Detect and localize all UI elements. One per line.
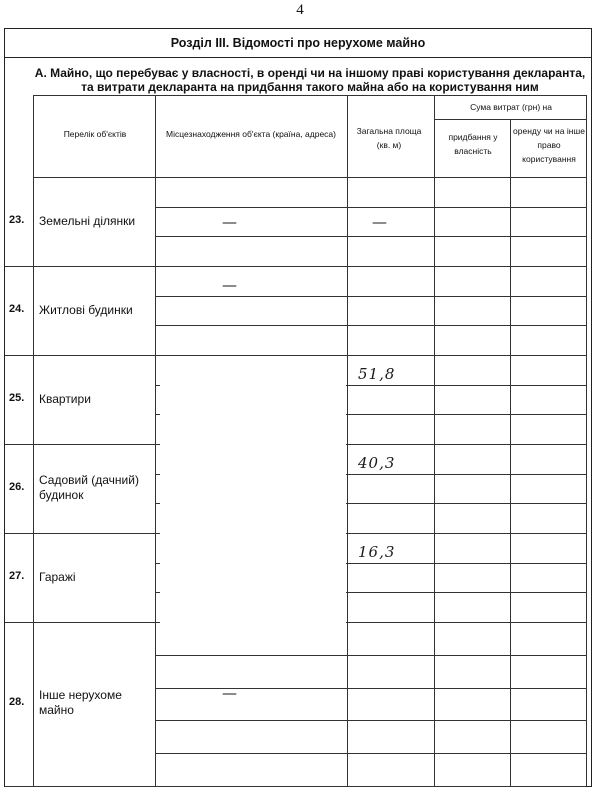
redacted-address-block (160, 358, 346, 638)
area-value: 51,8 (358, 365, 396, 383)
column-rule (347, 95, 348, 786)
subrow-rule (155, 325, 586, 326)
row-label: Гаражі (39, 569, 76, 584)
subrow-rule (155, 296, 586, 297)
row-label: Інше нерухоме майно (39, 688, 122, 717)
column-rule (33, 95, 34, 786)
location-dash: — (222, 213, 238, 231)
area-value: 40,3 (358, 454, 396, 472)
subrow-rule (155, 720, 586, 721)
area-value: 16,3 (358, 543, 396, 561)
row-number: 27. (9, 569, 25, 582)
subrow-rule (155, 753, 586, 754)
row-rule (5, 786, 586, 787)
section-subtitle-line1: А. Майно, що перебуває у власності, в оренді чи на іншому праві користування декларанта, (34, 66, 586, 80)
area-value: — (372, 213, 388, 231)
row-label: Квартири (39, 391, 91, 406)
row-rule (5, 266, 586, 267)
row-label: Житлові будинки (39, 302, 133, 317)
column-rule (510, 119, 511, 786)
header-area: Загальна площа (кв. м) (356, 126, 422, 150)
column-rule (434, 95, 435, 786)
row-number: 28. (9, 696, 25, 708)
location-dash: — (222, 276, 238, 294)
row-number: 23. (9, 213, 25, 226)
section-title: Розділ III. Відомості про нерухоме майно (5, 29, 591, 58)
location-dash: — (222, 684, 238, 702)
subrow-rule (155, 688, 586, 689)
subrow-rule (155, 655, 586, 656)
column-rule (155, 95, 156, 786)
page-number: 4 (296, 2, 304, 18)
header-location: Місцезнаходження об'єкта (країна, адреса) (166, 129, 336, 139)
row-number: 25. (9, 391, 25, 404)
subrow-rule (155, 207, 586, 208)
row-label: Земельні ділянки (39, 213, 136, 228)
row-number: 26. (9, 480, 25, 493)
subrow-rule (155, 236, 586, 237)
header-rent: оренду чи на інше право користування (513, 126, 585, 164)
header-objects: Перелік об'єктів (63, 129, 127, 139)
section-subtitle-line2: та витрати декларанта на придбання такого майна або на користування ним (81, 80, 539, 94)
table-top-rule (33, 95, 586, 96)
header-purchase: придбання у власність (448, 132, 498, 156)
row-number: 24. (9, 302, 25, 315)
row-rule (5, 355, 586, 356)
header-sum: Сума витрат (грн) на (470, 102, 552, 112)
row-label: Садовий (дачний) будинок (39, 472, 139, 502)
column-rule (586, 95, 587, 786)
header-bottom-rule (33, 177, 586, 178)
